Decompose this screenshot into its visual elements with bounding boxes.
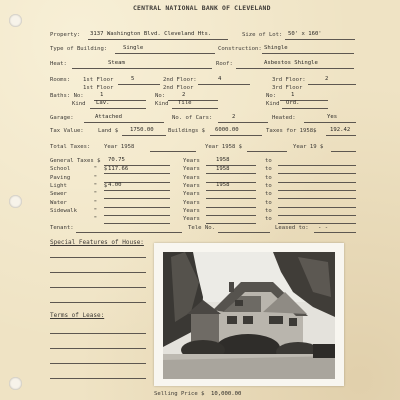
leased-label: Leased to: [275, 225, 309, 231]
special-features-line [50, 287, 146, 288]
assessment-label: Light " $ [50, 182, 108, 189]
baths-third-floor-label: 3rd Floor [272, 85, 303, 91]
baths-second-kind: Tile [178, 100, 192, 106]
garage-heated-value: Yes [327, 114, 338, 120]
assessment-amount-line [104, 173, 170, 174]
baths-third-kind-line [282, 108, 328, 109]
bank-header: CENTRAL NATIONAL BANK OF CLEVELAND [133, 4, 271, 12]
punch-hole [9, 195, 22, 208]
assessment-to-label: to [265, 158, 272, 164]
assessment-years-label: Years [183, 166, 200, 173]
construction-line [262, 53, 354, 54]
building-type-line [115, 53, 215, 54]
total-taxes-year3-label: Year 19 $ [293, 144, 324, 150]
assessment-from-line [206, 182, 256, 183]
special-features-line [50, 257, 146, 258]
terms-of-lease-label: Terms of Lease: [50, 312, 105, 319]
punch-hole [9, 14, 22, 27]
baths-second-no-label: No: [155, 93, 166, 99]
buildings-line [210, 135, 262, 136]
total-taxes-year3-line [331, 151, 356, 152]
assessment-years-label: Years [183, 199, 200, 206]
assessment-from-line [206, 207, 256, 208]
assessment-years-label: Years [183, 182, 200, 189]
assessment-to-line [278, 215, 356, 216]
assessment-to-label: to [265, 216, 272, 223]
assessment-to-label: to [265, 207, 272, 214]
baths-second-no: 2 [182, 92, 186, 98]
terms-line [50, 333, 146, 334]
assessment-label: General Taxes $ [50, 158, 101, 164]
roof-value: Asbestos Shingle [264, 60, 318, 66]
land-line [122, 135, 166, 136]
assessment-years-label: Years [183, 191, 200, 198]
rooms-label: Rooms: [50, 77, 71, 83]
total-taxes-year1-label: Year 1958 [104, 144, 135, 150]
selling-price-label: Selling Price $ [154, 391, 205, 397]
garage-cars-value: 2 [232, 114, 236, 120]
baths-third-no-label: No: [266, 93, 277, 99]
assessment-to-label: to [265, 191, 272, 198]
rooms-first-floor-value: 5 [131, 76, 135, 82]
assessment-to-label: to [265, 182, 272, 189]
tax-value-label: Tax Value: [50, 128, 84, 134]
garage-heated-label: Heated: [272, 115, 296, 121]
assessment-amount-line [104, 215, 170, 216]
house-photo-image [163, 252, 335, 379]
taxes-value: 192.42 [330, 127, 351, 133]
construction-value: Shingle [264, 45, 288, 51]
heat-label: Heat: [50, 61, 67, 67]
rooms-third-floor-value: 2 [325, 76, 329, 82]
punch-hole [9, 377, 22, 390]
building-type-value: Single [123, 45, 144, 51]
lot-size-line [285, 39, 355, 40]
assessment-amount-line [104, 190, 170, 191]
property-line [88, 39, 228, 40]
total-taxes-label: Total Taxes: [50, 144, 91, 150]
lot-size-value: 50' x 160' [288, 31, 322, 37]
special-features-line [50, 272, 146, 273]
terms-line [50, 378, 146, 379]
total-taxes-year2-line [247, 151, 287, 152]
taxes-label: Taxes for 1958$ [266, 128, 317, 134]
assessment-amount: 117.66 [108, 165, 129, 172]
garage-heated-line [304, 122, 356, 123]
assessment-to-line [278, 198, 356, 199]
assessment-label: " [50, 216, 98, 223]
land-label: Land $ [98, 128, 119, 134]
building-type-label: Type of Building: [50, 46, 108, 52]
rooms-first-floor-label: 1st Floor [83, 77, 114, 83]
baths-third-kind: Ord. [286, 100, 300, 106]
assessment-label: Water " [50, 199, 98, 206]
tele-label: Tele No. [188, 225, 215, 231]
leased-line [314, 232, 356, 233]
assessment-to-line [278, 165, 356, 166]
tenant-line [76, 232, 182, 233]
tele-line [218, 232, 270, 233]
garage-cars-line [218, 122, 268, 123]
buildings-value: 6000.00 [215, 127, 239, 133]
total-taxes-year1-line [150, 151, 196, 152]
baths-first-kind: Lav. [96, 100, 110, 106]
assessment-from: 1958 [216, 182, 230, 189]
rooms-second-line [198, 84, 250, 85]
heat-line [72, 68, 212, 69]
total-taxes-year2-label: Year 1958 $ [205, 144, 243, 150]
taxes-line [326, 135, 356, 136]
rooms-third-line [308, 84, 356, 85]
baths-second-kind-line [172, 108, 218, 109]
assessment-from-line [206, 198, 256, 199]
special-features-line [50, 302, 146, 303]
terms-line [50, 348, 146, 349]
baths-kind-label: Kind [72, 101, 86, 107]
baths-third-kind-label: Kind [266, 101, 280, 107]
rooms-second-floor-label: 2nd Floor: [163, 77, 197, 83]
assessment-to-line [278, 182, 356, 183]
buildings-label: Buildings $ [168, 128, 206, 134]
heat-value: Steam [108, 60, 125, 66]
assessment-from-line [206, 165, 256, 166]
baths-third-no: 1 [291, 92, 295, 98]
assessment-amount-line [104, 207, 170, 208]
selling-price-value: 10,000.00 [211, 391, 242, 397]
assessment-years-label: Years [183, 216, 200, 223]
tenant-label: Tenant: [50, 225, 74, 231]
baths-first-no: 1 [100, 92, 104, 98]
garage-value: Attached [95, 114, 122, 120]
rooms-second-floor-value: 4 [218, 76, 222, 82]
assessment-from: 1958 [216, 165, 230, 172]
assessment-amount: 4.00 [108, 182, 122, 189]
garage-cars-label: No. of Cars: [172, 115, 213, 121]
baths-second-kind-label: Kind [155, 101, 169, 107]
assessment-to-line [278, 207, 356, 208]
house-photo [163, 252, 335, 379]
assessment-years-label: Years [183, 174, 200, 181]
leased-value: - - [318, 225, 329, 231]
assessment-label: Sidewalk " [50, 207, 98, 214]
assessment-to-label: to [265, 199, 272, 206]
land-value: 1750.00 [130, 127, 154, 133]
assessment-from-line [206, 173, 256, 174]
assessment-to-label: to [265, 174, 272, 181]
assessment-to-line [278, 190, 356, 191]
assessment-to-line [278, 173, 356, 174]
rooms-first-line [118, 84, 160, 85]
garage-line [84, 122, 164, 123]
baths-label: Baths: No: [50, 93, 84, 99]
assessment-label: School " $ [50, 166, 108, 173]
assessment-label: Sewer " [50, 191, 98, 198]
property-value: 3137 Washington Blvd. Cleveland Hts. [90, 31, 212, 37]
assessment-amount-line [104, 223, 170, 224]
lot-size-label: Size of Lot: [242, 32, 283, 38]
rooms-third-floor-label: 3rd Floor: [272, 77, 306, 83]
assessment-years-label: Years [183, 207, 200, 214]
special-features-label: Special Features of House: [50, 239, 144, 246]
baths-second-floor-label: 2nd Floor [163, 85, 194, 91]
assessment-from-line [206, 215, 256, 216]
assessment-label: Paving " [50, 174, 98, 181]
baths-first-floor-label: 1st Floor [83, 85, 114, 91]
assessment-from-line [206, 190, 256, 191]
assessment-from: 1958 [216, 157, 230, 164]
baths-first-kind-line [90, 108, 146, 109]
construction-label: Construction: [218, 46, 262, 52]
roof-line [236, 68, 354, 69]
assessment-amount-line [104, 198, 170, 199]
garage-label: Garage: [50, 115, 74, 121]
assessment-to-label: to [265, 166, 272, 173]
assessment-years-label: Years [183, 158, 200, 164]
terms-line [50, 363, 146, 364]
assessment-to-line [278, 223, 356, 224]
assessment-from-line [206, 223, 256, 224]
baths-second-no-line [168, 100, 218, 101]
roof-label: Roof: [216, 61, 233, 67]
property-label: Property: [50, 32, 81, 38]
assessment-amount: 70.75 [108, 157, 125, 164]
